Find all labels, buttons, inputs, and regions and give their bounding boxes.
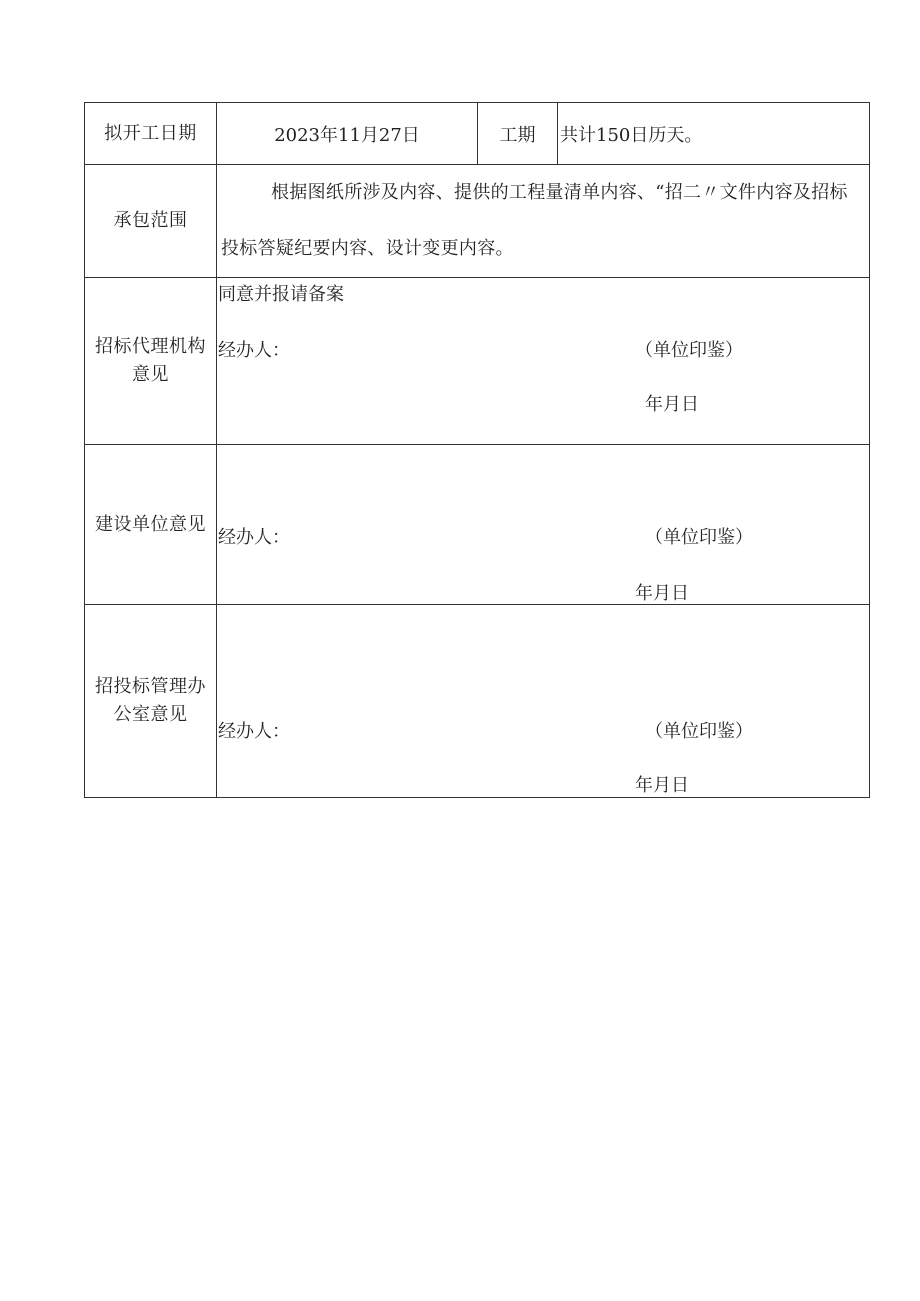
agency-opinion-label-text: 招标代理机构意见 xyxy=(95,336,206,385)
start-date-row xyxy=(85,103,870,165)
builder-handler-label: 经办人： xyxy=(218,527,290,548)
office-handler-label: 经办人： xyxy=(218,721,290,742)
office-opinion-label-text: 招投标管理办公室意见 xyxy=(95,676,206,725)
office-opinion-row xyxy=(85,605,870,798)
builder-opinion-label: 建设单位意见 xyxy=(85,445,217,605)
agency-date-label: 年月日 xyxy=(645,394,699,415)
builder-date-label: 年月日 xyxy=(635,583,689,604)
agency-opinion-text: 同意并报请备案 xyxy=(218,284,344,305)
duration-value: 共计150日历天。 xyxy=(558,103,870,165)
scope-label: 承包范围 xyxy=(85,165,217,278)
builder-opinion-cell xyxy=(217,445,870,605)
office-date-label: 年月日 xyxy=(635,775,689,796)
start-date-label: 拟开工日期 xyxy=(85,103,217,165)
office-opinion-cell xyxy=(217,605,870,798)
agency-opinion-label xyxy=(85,278,217,445)
scope-text: 根据图纸所涉及内容、提供的工程量清单内容、“招二〃文件内容及招标投标答疑纪要内容、设计变更内容。 xyxy=(221,182,848,259)
builder-opinion-row xyxy=(85,445,870,605)
agency-seal-label: （单位印鉴） xyxy=(635,340,743,361)
agency-opinion-row xyxy=(85,278,870,445)
scope-cell xyxy=(217,165,870,278)
builder-seal-label: （单位印鉴） xyxy=(645,527,753,548)
scope-row xyxy=(85,165,870,278)
agency-opinion-cell xyxy=(217,278,870,445)
duration-label: 工期 xyxy=(478,103,558,165)
office-opinion-label xyxy=(85,605,217,798)
start-date-value: 2023年11月27日 xyxy=(217,103,478,165)
filing-form-table xyxy=(84,102,870,798)
office-seal-label: （单位印鉴） xyxy=(645,721,753,742)
agency-handler-label: 经办人： xyxy=(218,340,290,361)
